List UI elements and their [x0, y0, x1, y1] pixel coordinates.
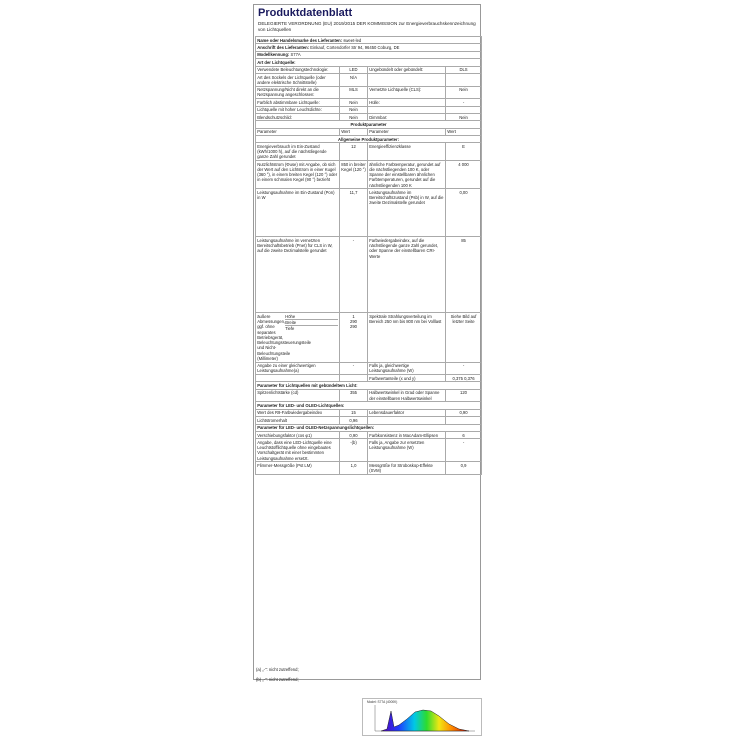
general-row: Energieverbrauch im Ein-Zustand (kWh/1000 h), auf die nächstliegende ganze Zahl gerundet 12 Energieeffizienzklasse E: [256, 143, 482, 161]
equiv-row: Farbwertanteile (x und y) 0,375 0,376: [256, 375, 482, 382]
datasheet-table: [255, 36, 482, 475]
type-row: Blendschutzschild: Nein Dimmbar: Nein: [256, 113, 482, 120]
spectrum-graph: [363, 699, 481, 735]
type-row: Farblich abstimmbare Lichtquelle: Nein Hülle: -: [256, 99, 482, 106]
footnote-b: (b) „-": nicht zutreffend;: [256, 677, 299, 682]
led-mains-row: Verschiebungsfaktor (cos φ1) 0,90 Farbkonsistenz in MacAdam-Ellipsen 6: [256, 432, 482, 439]
general-row: Leistungsaufnahme im Ein-Zustand (Pon) in W 11,7 Leistungsaufnahme im Bereitschaftszustand (Psb) in W, auf die zweite Dezimalstelle gerundet 0,00: [256, 189, 482, 237]
directional-heading: Parameter für Lichtquellen mit gebündeltem Licht:: [256, 382, 482, 389]
model-value: S77A: [290, 52, 301, 58]
spectral-label: Spektrale Strahlungsverteilung im Bereich 250 nm bis 800 nm bei Volllast: [368, 313, 446, 362]
general-row: Leistungsaufnahme im vernetzten Bereitschaftsbetrieb (Pnet) für CLS in W, auf die zweite Dezimalstelle gerundet - Farbwiedergabeindex, auf die nächstliegende ganze Zahl gerundet, oder Spanne der einstellbaren CRI-Werte 85: [256, 237, 482, 313]
model-label: Modellkennung:: [257, 52, 290, 58]
regulation-subtitle: DELEGIERTE VERORDNUNG (EU) 2019/2015 DER KOMMISSION zur Energieverbrauchskennzeichnung von Lichtquellen: [258, 21, 476, 32]
product-params-heading: Produktparameter: [256, 121, 482, 128]
supplier-address-value: Einkauf, Cortendorfer Str 94, 96450 Coburg, DE: [310, 44, 400, 50]
type-row: Art des Sockels der Lichtquelle (oder andere elektrische Schnittstelle) N/A: [256, 73, 482, 86]
type-row: Netzspannung/Nicht direkt an die Netzspannung angeschlossen: MLS Vernetzte Lichtquelle (CLS): Nein: [256, 86, 482, 99]
type-row: Lichtquelle mit hoher Leuchtdichte: Nein: [256, 106, 482, 113]
supplier-address-label: Anschrift des Lieferanten:: [257, 44, 310, 50]
led-row: Lichtstromerhalt 0,96: [256, 417, 482, 424]
supplier-address-row: [256, 44, 482, 51]
led-mains-row: Angabe, dass eine LED-Lichtquelle eine Leuchtstofflichtquelle ohne eingebautes Vorschaltgerät mit einer bestimmten Leistungsaufnahme ersetzt. -(b) Falls ja, Angabe zur ersetzten Leistungsaufnahme (W) -: [256, 439, 482, 462]
datasheet: [253, 4, 481, 680]
supplier-name-value: sweet-led: [343, 37, 362, 43]
directional-row: Spitzenlichtstärke (cd) 355 Halbwertswinkel in Grad oder Spanne der einstellbaren Halbwertswinkel 120: [256, 389, 482, 402]
spectrum-caption: Model: S77A (4000K): [367, 700, 398, 704]
led-row: Wert des R9-Farbwiedergabeindex 15 Lebensdauerfaktor 0,90: [256, 409, 482, 416]
supplier-name-label: Name oder Handelsmarke des Lieferanten:: [257, 37, 343, 43]
type-row: Verwendete Beleuchtungstechnologie: LED Ungebündelt oder gebündelt: DLS: [256, 66, 482, 73]
spectrum-thumbnail: [362, 698, 482, 736]
general-params-heading: Allgemeine Produktparameter:: [256, 136, 482, 143]
spectral-value: Siehe Bild auf letzter Seite: [446, 313, 482, 362]
model-row: [256, 51, 482, 58]
equiv-row: Angabe zu einer gleichwertigen Leistungsaufnahme(a) - Falls ja, gleichwertige Leistungsaufnahme (W) -: [256, 362, 482, 375]
led-mains-heading: Parameter für LED- und OLED-Netzspannungslichtquellen:: [256, 424, 482, 431]
page-title: Produktdatenblatt: [258, 7, 353, 19]
light-type-heading: Art der Lichtquelle:: [256, 59, 482, 66]
led-mains-row: Flimmer-Messgröße (Pst LM) 1,0 Messgröße für Stroboskop-Effekte (SVM) 0,9: [256, 462, 482, 475]
led-heading: Parameter für LED- und OLED-Lichtquellen:: [256, 402, 482, 409]
supplier-name-row: [256, 37, 482, 44]
footnote-a: (a) „-": nicht zutreffend;: [256, 667, 299, 672]
dimensions-label: äußere Abmessungen, ggf. ohne separates Betriebsgerät, Beleuchtungssteuerungsteile und Nicht-Beleuchtungsteile (Millimeter): [257, 314, 311, 361]
general-row: Nutzlichtstrom (Φuse) mit Angabe, ob sich der Wert auf den Lichtstrom in einer Kugel (360 °), in einem breiten Kegel (120 °) oder in einem schmalen Kegel (90 °) bezieht 850 in breiter Kegel (120 °) ähnliche Farbtemperatur, gerundet auf die nächstliegenden 100 K, oder Spanne der einstellbaren ähnlichen Farbtemperaturen, gerundet auf die nächstliegenden 100 K 4 000: [256, 161, 482, 189]
params-header-row: Parameter Wert Parameter Wert: [256, 128, 482, 135]
dimensions-row: äußere Abmessungen, ggf. ohne separates Betriebsgerät, Beleuchtungssteuerungsteile und Nicht-Beleuchtungsteile (Millimeter) Höhe Breite Tiefe 1 290 290 Spektrale Strahlungsverteilung im Bereich 250 nm bis 800 nm bei Volllast Siehe Bild auf letzter Seite: [256, 313, 482, 362]
